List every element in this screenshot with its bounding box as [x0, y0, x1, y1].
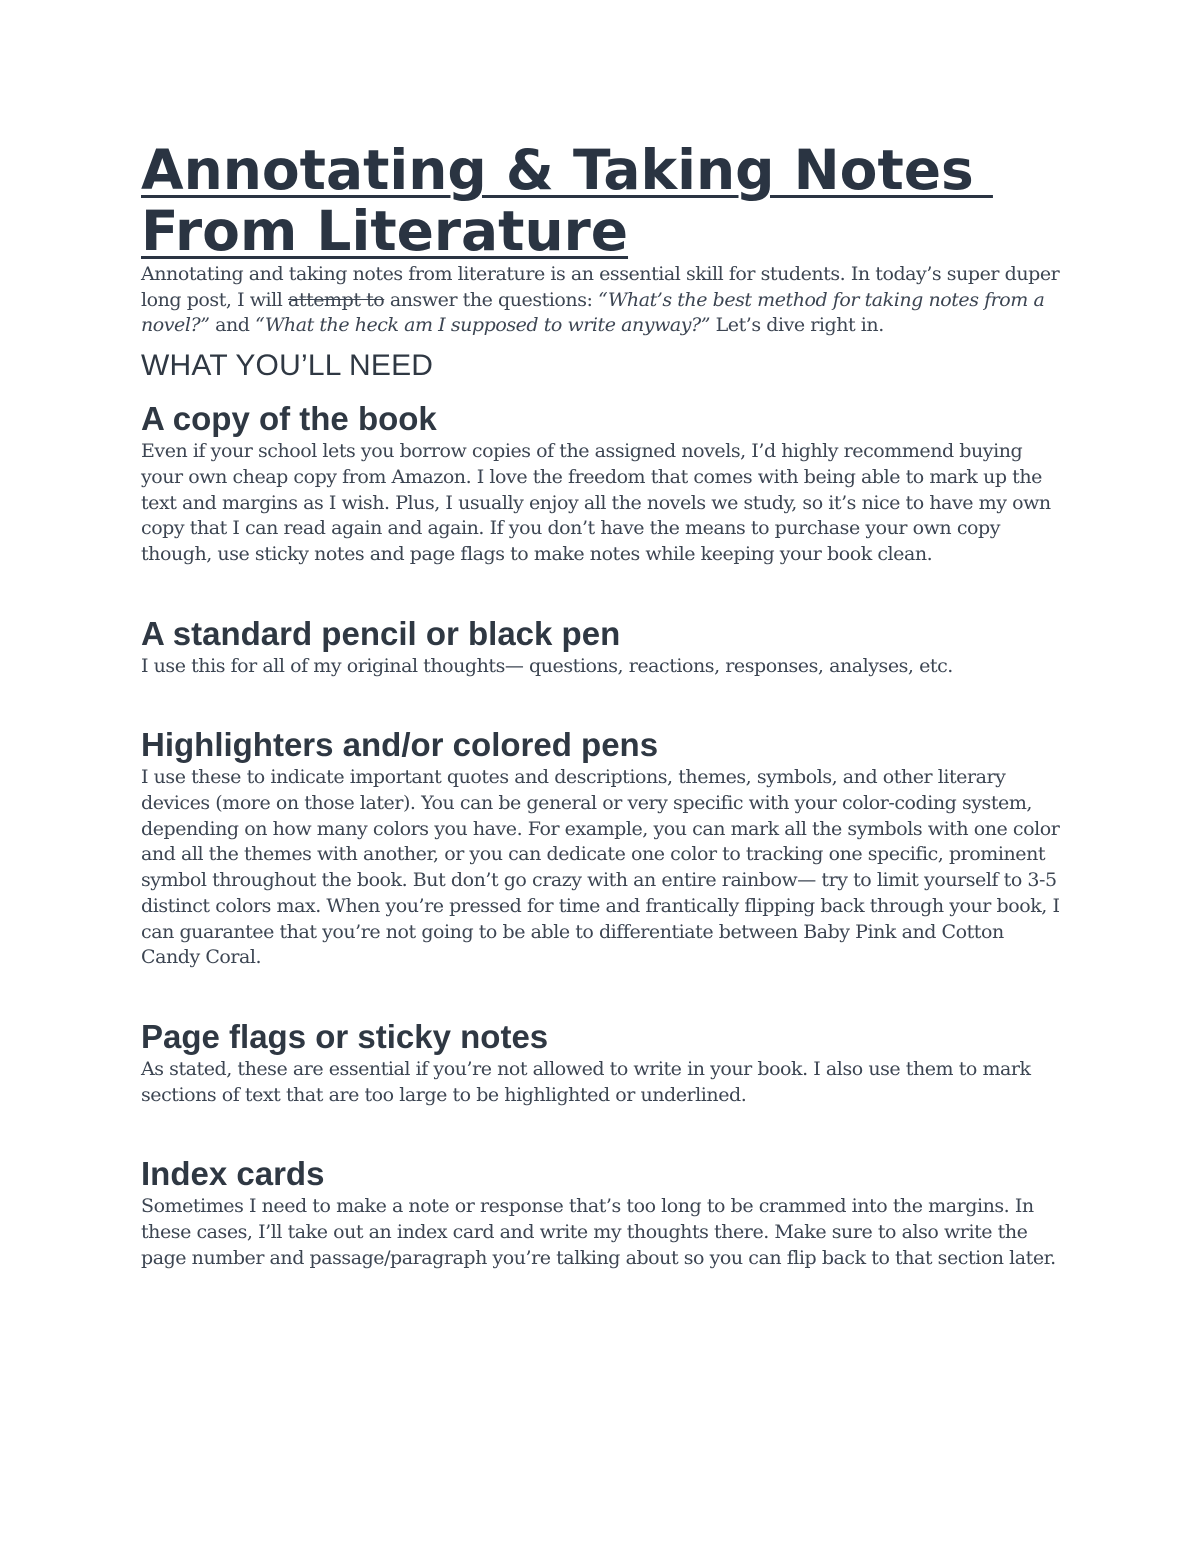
item-text: I use these to indicate important quotes and descriptions, themes, symbols, and other literary devices (more on those later). You can be general or very specific with your color-coding system, depending on how many colors you have. For example, you can mark all the symbols with one color and all the themes with another, or you can dedicate one color to tracking one specific, prominent symbol throughout the book. But don’t go crazy with an entire rainbow— try to limit yourself to 3-5 distinct colors max. When you’re pressed for time and frantically flipping back through your book, I can guarantee that you’re not going to be able to differentiate between Baby Pink and Cotton Candy Coral. [141, 766, 1060, 969]
item-heading: Index cards [141, 1155, 325, 1193]
item-heading: Highlighters and/or colored pens [141, 726, 659, 764]
item-text: As stated, these are essential if you’re not allowed to write in your book. I also use them to mark sections of text that are too large to be highlighted or underlined. [141, 1057, 1031, 1106]
intro-paragraph [141, 262, 1061, 339]
item-highlighters [141, 725, 1061, 971]
item-text: I use this for all of my original thoughts— questions, reactions, responses, analyses, etc. [141, 654, 953, 677]
item-heading: A copy of the book [141, 400, 437, 438]
intro-question-1: “What’s the best method for taking notes from a novel?” [141, 288, 1045, 337]
item-text: Even if your school lets you borrow copies of the assigned novels, I’d highly recommend buying your own cheap copy from Amazon. I love the freedom that comes with being able to mark up the text and margins as I wish. Plus, I usually enjoy all the novels we study, so it’s nice to have my own copy that I can read again and again. If you don’t have the means to purchase your own copy though, use sticky notes and page flags to make notes while keeping your book clean. [141, 440, 1051, 565]
intro-text: Annotating and taking notes from literature is an essential skill for students. In today’s super duper long post, I will [141, 263, 1060, 311]
item-index-cards [141, 1154, 1061, 1271]
item-heading: Page flags or sticky notes [141, 1017, 549, 1055]
page-title [141, 140, 1061, 262]
item-page-flags [141, 1017, 1061, 1108]
document-page [141, 140, 1061, 1271]
item-text: Sometimes I need to make a note or response that’s too long to be crammed into the margins. In these cases, I’ll take out an index card and write my thoughts there. Make sure to also write the page number and passage/paragraph you’re talking about so you can flip back to that section later. [141, 1195, 1056, 1269]
intro-text: Let’s dive right in. [710, 314, 884, 337]
item-book [141, 399, 1061, 568]
intro-question-2: “What the heck am I supposed to write anyway?” [255, 314, 711, 337]
item-heading: A standard pencil or black pen [141, 614, 621, 652]
item-pencil [141, 614, 1061, 680]
intro-strikethrough: attempt to [288, 288, 385, 311]
section-heading: WHAT YOU’LL NEED [141, 349, 434, 383]
title-line-1: Annotating & Taking Notes [141, 138, 993, 202]
title-line-2: From Literature [141, 199, 629, 263]
intro-text: and [209, 314, 256, 337]
intro-text: answer the questions: [384, 288, 599, 311]
